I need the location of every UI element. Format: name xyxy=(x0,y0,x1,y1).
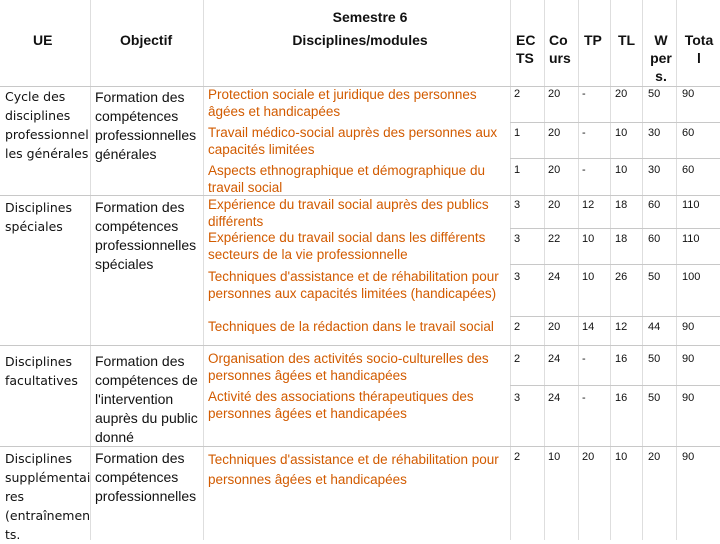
cours-value: 20 xyxy=(548,164,561,176)
tp-value: 12 xyxy=(582,199,595,211)
row-divider xyxy=(510,385,720,386)
header-objectif: Objectif xyxy=(120,32,173,48)
row-divider xyxy=(510,158,720,159)
cours-value: 24 xyxy=(548,392,561,404)
tl-value: 26 xyxy=(615,271,628,283)
wpers-value: 50 xyxy=(648,271,661,283)
tl-value: 12 xyxy=(615,321,628,333)
column-divider xyxy=(203,0,204,540)
tp-value: 20 xyxy=(582,451,595,463)
cours-value: 20 xyxy=(548,127,561,139)
tl-value: 18 xyxy=(615,233,628,245)
total-value: 60 xyxy=(682,164,695,176)
cours-value: 24 xyxy=(548,353,561,365)
total-value: 90 xyxy=(682,392,695,404)
wpers-value: 50 xyxy=(648,392,661,404)
header-disciplines: Disciplines/modules xyxy=(292,32,428,48)
tl-value: 10 xyxy=(615,164,628,176)
tl-value: 10 xyxy=(615,451,628,463)
semester-title: Semestre 6 xyxy=(332,9,408,25)
total-value: 90 xyxy=(682,451,695,463)
tl-value: 18 xyxy=(615,199,628,211)
wpers-value: 60 xyxy=(648,233,661,245)
total-value: 60 xyxy=(682,127,695,139)
row-divider xyxy=(510,316,720,317)
ue-cell: Cycle des disciplines professionnel les générales xyxy=(5,89,89,161)
tp-value: - xyxy=(582,88,586,100)
ects-value: 3 xyxy=(514,271,521,283)
ects-value: 3 xyxy=(514,199,521,211)
column-divider xyxy=(578,0,579,540)
discipline-cell: Expérience du travail social dans les différents secteurs de la vie professionnelle xyxy=(208,230,486,262)
column-divider xyxy=(544,0,545,540)
total-value: 90 xyxy=(682,353,695,365)
row-divider xyxy=(510,122,720,123)
tp-value: - xyxy=(582,353,586,365)
wpers-value: 20 xyxy=(648,451,661,463)
row-divider xyxy=(510,228,720,229)
wpers-value: 30 xyxy=(648,164,661,176)
wpers-value: 50 xyxy=(648,353,661,365)
row-divider xyxy=(0,345,720,346)
ects-value: 2 xyxy=(514,321,521,333)
discipline-cell: Protection sociale et juridique des personnes âgées et handicapées xyxy=(208,87,477,119)
ue-cell: Disciplines facultatives xyxy=(5,354,78,388)
objectif-cell: Formation des compétences de l'intervention auprès du public donné xyxy=(95,353,198,445)
ects-value: 1 xyxy=(514,164,521,176)
tl-value: 16 xyxy=(615,353,628,365)
header-total: Tota l xyxy=(684,32,714,66)
discipline-cell: Techniques de la rédaction dans le travail social xyxy=(208,319,494,334)
header-tp: TP xyxy=(584,32,602,48)
cours-value: 22 xyxy=(548,233,561,245)
tp-value: - xyxy=(582,127,586,139)
tp-value: 10 xyxy=(582,233,595,245)
ue-cell: Disciplines supplémentai res (entraînemen ts. xyxy=(5,451,91,542)
objectif-cell: Formation des compétences professionnelles spéciales xyxy=(95,199,197,272)
tp-value: - xyxy=(582,164,586,176)
ects-value: 3 xyxy=(514,233,521,245)
total-value: 110 xyxy=(682,233,700,245)
discipline-cell: Techniques d'assistance et de réhabilitation pour personnes aux capacités limitées (handicapées) xyxy=(208,269,499,301)
ue-cell: Disciplines spéciales xyxy=(5,200,72,234)
discipline-cell: Techniques d'assistance et de réhabilitation pour personnes âgées et handicapées xyxy=(208,452,499,487)
ects-value: 2 xyxy=(514,451,521,463)
objectif-cell: Formation des compétences professionnelles générales xyxy=(95,89,197,162)
cours-value: 20 xyxy=(548,199,561,211)
tl-value: 10 xyxy=(615,127,628,139)
header-tl: TL xyxy=(618,32,636,48)
header-ue: UE xyxy=(33,32,53,48)
ects-value: 2 xyxy=(514,353,521,365)
total-value: 100 xyxy=(682,271,701,283)
tl-value: 16 xyxy=(615,392,628,404)
tp-value: 14 xyxy=(582,321,595,333)
discipline-cell: Organisation des activités socio-culturelles des personnes âgées et handicapées xyxy=(208,351,489,383)
tp-value: - xyxy=(582,392,586,404)
total-value: 110 xyxy=(682,199,700,211)
header-wpers: W per s. xyxy=(650,32,672,84)
wpers-value: 60 xyxy=(648,199,661,211)
wpers-value: 44 xyxy=(648,321,661,333)
discipline-cell: Aspects ethnographique et démographique du travail social xyxy=(208,163,485,195)
header-cours: Co urs xyxy=(549,32,571,66)
discipline-cell: Activité des associations thérapeutiques des personnes âgées et handicapées xyxy=(208,389,474,421)
cours-value: 20 xyxy=(548,88,561,100)
ects-value: 1 xyxy=(514,127,521,139)
wpers-value: 50 xyxy=(648,88,661,100)
wpers-value: 30 xyxy=(648,127,661,139)
discipline-cell: Travail médico-social auprès des personnes aux capacités limitées xyxy=(208,125,498,157)
ects-value: 3 xyxy=(514,392,521,404)
total-value: 90 xyxy=(682,321,695,333)
total-value: 90 xyxy=(682,88,695,100)
cours-value: 10 xyxy=(548,451,561,463)
column-divider xyxy=(90,0,91,540)
row-divider xyxy=(510,264,720,265)
cours-value: 20 xyxy=(548,321,561,333)
ects-value: 2 xyxy=(514,88,521,100)
header-ects: EC TS xyxy=(516,32,536,66)
tl-value: 20 xyxy=(615,88,628,100)
objectif-cell: Formation des compétences professionnelles xyxy=(95,450,197,504)
cours-value: 24 xyxy=(548,271,561,283)
tp-value: 10 xyxy=(582,271,595,283)
discipline-cell: Expérience du travail social auprès des publics différents xyxy=(208,197,489,229)
